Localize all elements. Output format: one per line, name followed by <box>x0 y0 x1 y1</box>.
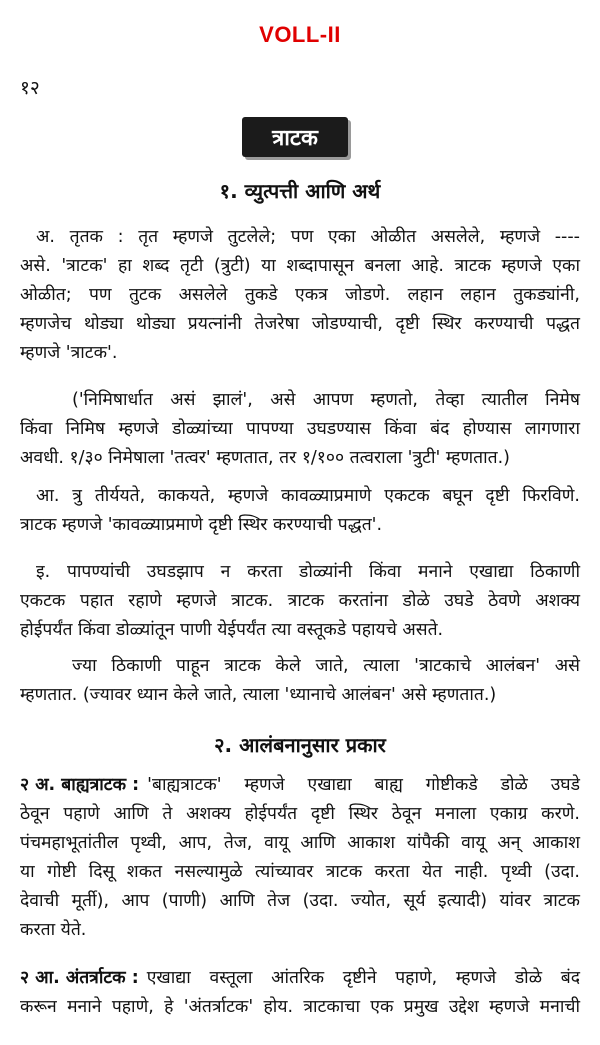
chapter-title <box>242 117 348 157</box>
paragraph-line: होईपर्यंत किंवा डोळ्यांतून पाणी येईपर्यंत त्या वस्तूकडे पहायचे असते. <box>20 620 444 640</box>
paragraph-line <box>20 966 580 990</box>
paragraph-line: करता येते. <box>20 920 87 940</box>
paragraph-line: ज्या ठिकाणी पाहून त्राटक केले जाते, त्याला 'त्राटकाचे आलंबन' असे <box>72 656 580 676</box>
page-number: १२ <box>20 77 40 99</box>
note-line: ('निमिषार्धात असं झालं', असे आपण म्हणतो, तेव्हा त्यातील निमेष <box>72 390 580 410</box>
paragraph-line: करून मनाने पहाणे, हे 'अंतर्त्राटक' होय. त्राटकाचा एक प्रमुख उद्देश म्हणजे मनाची <box>20 997 580 1017</box>
paragraph-line: ठेवून पहाणे आणि ते अशक्य होईपर्यंत दृष्टी स्थिर ठेवून मनाला एकाग्र करणे. <box>20 804 580 824</box>
paragraph-line: म्हणजे 'त्राटक'. <box>20 343 118 363</box>
paragraph-line: देवाची मूर्ती), आप (पाणी) आणि तेज (उदा. ज्योत, सूर्य इत्यादी) यांवर त्राटक <box>20 891 580 911</box>
paragraph-line: असे. 'त्राटक' हा शब्द तृटी (त्रुटी) या शब्दापासून बनला आहे. त्राटक म्हणजे एका <box>20 256 580 276</box>
paragraph-line: या गोष्टी दिसू शकत नसल्यामुळे त्यांच्यावर त्राटक करता येत नाही. पृथ्वी (उदा. <box>20 862 580 882</box>
note-line: अवधी. १/३० निमेषाला 'तत्वर' म्हणतात, तर १/१०० तत्वराला 'त्रुटी' म्हणतात.) <box>20 448 510 468</box>
paragraph-line: इ. पापण्यांची उघडझाप न करता डोळ्यांनी किंवा मनाने एखाद्या ठिकाणी <box>36 562 580 582</box>
section-heading-types: २. आलंबनानुसार प्रकार <box>214 733 386 757</box>
paragraph-text: एखाद्या वस्तूला आंतरिक दृष्टीने पहाणे, म्हणजे डोळे बंद <box>146 968 580 988</box>
note-line: किंवा निमिष म्हणजे डोळ्यांच्या पापण्या उघडण्यास किंवा बंद होण्यास लागणारा <box>20 419 580 439</box>
paragraph-line: ओळीत; पण तुटक असलेले तुकडे एकत्र जोडणे. लहान लहान तुकड्यांनी, <box>20 285 580 305</box>
volume-label: VOLL-II <box>259 22 341 47</box>
paragraph-line: अ. तृतक : तृत म्हणजे तुटलेले; पण एका ओळीत असलेले, म्हणजे ---- <box>36 227 580 247</box>
chapter-title-text: त्राटक <box>272 126 318 151</box>
subsection-label-external: २ अ. बाह्यत्राटक : <box>20 775 140 795</box>
paragraph-text: 'बाह्यत्राटक' म्हणजे एखाद्या बाह्य गोष्टीकडे डोळे उघडे <box>147 775 580 795</box>
paragraph-line: पंचमहाभूतांतील पृथ्वी, आप, तेज, वायू आणि आकाश यांपैकी वायू अन् आकाश <box>20 833 580 853</box>
paragraph-line: त्राटक म्हणजे 'कावळ्याप्रमाणे दृष्टी स्थिर करण्याची पद्धत'. <box>20 515 383 535</box>
paragraph-line: आ. त्रु तीर्ययते, काकयते, म्हणजे कावळ्याप्रमाणे एकटक बघून दृष्टी फिरविणे. <box>36 486 580 506</box>
paragraph-line: एकटक पहात रहाणे म्हणजे त्राटक. त्राटक करतांना डोळे उघडे ठेवणे अशक्य <box>20 591 580 611</box>
paragraph-line <box>20 773 580 797</box>
section-heading-etymology: १. व्युत्पत्ती आणि अर्थ <box>219 179 381 203</box>
subsection-label-internal: २ आ. अंतर्त्राटक : <box>20 968 139 988</box>
paragraph-line: म्हणजेच थोड्या थोड्या प्रयत्नांनी तेजरेषा जोडण्याची, दृष्टी स्थिर करण्याची पद्धत <box>20 314 580 334</box>
paragraph-line: म्हणतात. (ज्यावर ध्यान केले जाते, त्याला 'ध्यानाचे आलंबन' असे म्हणतात.) <box>20 685 497 705</box>
